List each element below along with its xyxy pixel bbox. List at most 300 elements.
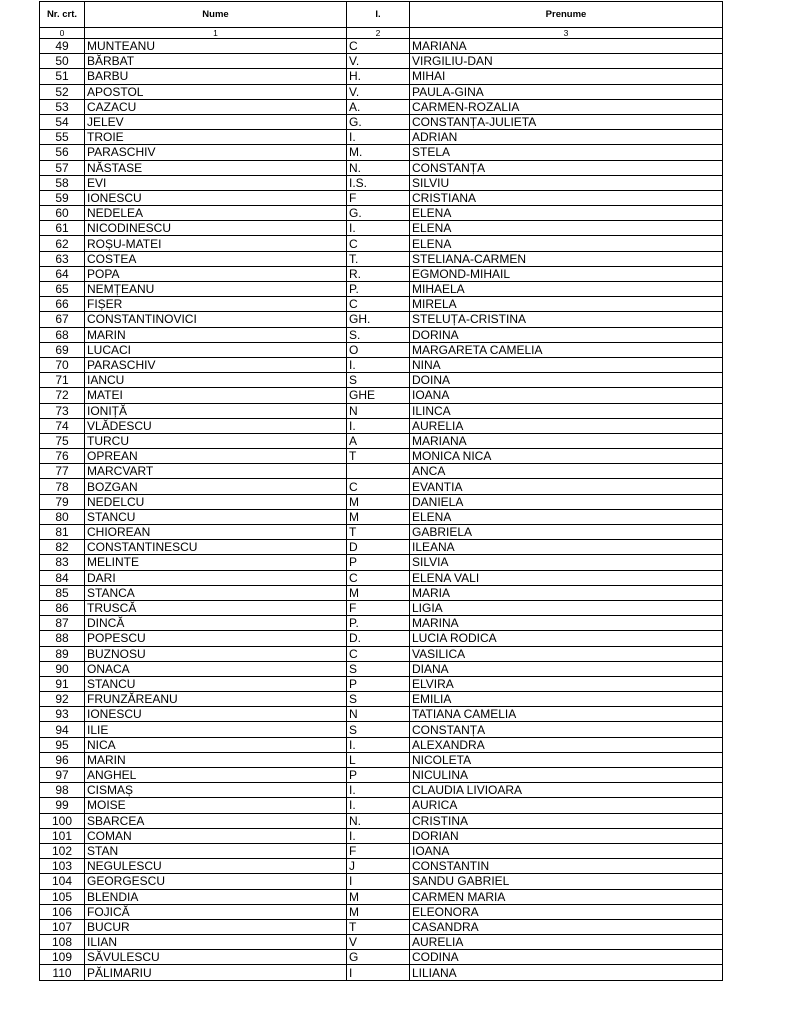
cell-nr: 57 [40,160,85,175]
cell-nr: 66 [40,297,85,312]
cell-nr: 110 [40,965,85,980]
cell-nume: STANCU [85,676,347,691]
cell-nume: NEMȚEANU [85,282,347,297]
table-row [40,39,723,54]
cell-nr: 51 [40,69,85,84]
table-row [40,327,723,342]
cell-nume: JELEV [85,114,347,129]
cell-prenume: IOANA [410,843,723,858]
cell-nume: MARIN [85,752,347,767]
cell-initiala: C [347,570,410,585]
cell-nume: MATEI [85,388,347,403]
cell-nume: DARI [85,570,347,585]
names-table [39,1,723,981]
cell-nr: 68 [40,327,85,342]
cell-initiala: S [347,722,410,737]
cell-nume: PARASCHIV [85,145,347,160]
table-row [40,221,723,236]
table-row [40,798,723,813]
cell-nume: TROIE [85,130,347,145]
cell-nume: NEGULESCU [85,859,347,874]
cell-initiala: S. [347,327,410,342]
table-row [40,737,723,752]
cell-nume: STANCA [85,585,347,600]
cell-nr: 80 [40,509,85,524]
table-row [40,600,723,615]
cell-prenume: AURELIA [410,418,723,433]
table-row [40,251,723,266]
cell-initiala: V [347,935,410,950]
cell-prenume: CLAUDIA LIVIOARA [410,783,723,798]
table-body [40,39,723,981]
table-row [40,494,723,509]
cell-nume: TURCU [85,433,347,448]
cell-nume: MARCVART [85,464,347,479]
table-row [40,388,723,403]
cell-initiala: I.S. [347,175,410,190]
cell-prenume: ILINCA [410,403,723,418]
table-row [40,540,723,555]
cell-nume: CONSTANTINESCU [85,540,347,555]
table-row [40,950,723,965]
cell-nr: 88 [40,631,85,646]
cell-nr: 77 [40,464,85,479]
cell-initiala: I. [347,828,410,843]
cell-nr: 75 [40,433,85,448]
cell-nr: 95 [40,737,85,752]
cell-nume: FOJICĂ [85,904,347,919]
cell-initiala: I. [347,737,410,752]
table-row [40,904,723,919]
column-index-row [40,28,723,39]
cell-initiala: N [347,403,410,418]
cell-prenume: IOANA [410,388,723,403]
table-row [40,555,723,570]
table-row [40,859,723,874]
cell-initiala: T [347,449,410,464]
cell-nr: 106 [40,904,85,919]
cell-nr: 67 [40,312,85,327]
cell-initiala: A [347,433,410,448]
cell-nume: FRUNZĂREANU [85,692,347,707]
cell-nume: COMAN [85,828,347,843]
cell-initiala: P [347,555,410,570]
cell-nume: DINCĂ [85,616,347,631]
table-row [40,631,723,646]
table-row [40,266,723,281]
cell-nume: POPESCU [85,631,347,646]
cell-nr: 94 [40,722,85,737]
table-row [40,692,723,707]
table-row [40,373,723,388]
table-row [40,616,723,631]
cell-nume: CAZACU [85,99,347,114]
cell-nume: GEORGESCU [85,874,347,889]
cell-nr: 87 [40,616,85,631]
cell-nr: 49 [40,39,85,54]
cell-nr: 69 [40,342,85,357]
cell-prenume: GABRIELA [410,525,723,540]
cell-nr: 86 [40,600,85,615]
cell-initiala: F [347,190,410,205]
cell-nume: ONACA [85,661,347,676]
cell-initiala: H. [347,69,410,84]
table-row [40,525,723,540]
cell-prenume: EVANTIA [410,479,723,494]
cell-initiala: S [347,373,410,388]
table-row [40,676,723,691]
cell-nume: NICODINESCU [85,221,347,236]
cell-nume: OPREAN [85,449,347,464]
table-row [40,145,723,160]
table-row [40,206,723,221]
cell-prenume: PAULA-GINA [410,84,723,99]
cell-initiala: P [347,768,410,783]
cell-initiala: J [347,859,410,874]
header-initiala: I. [347,2,410,28]
table-row [40,874,723,889]
cell-initiala: F [347,600,410,615]
table-row [40,175,723,190]
cell-prenume: ELVIRA [410,676,723,691]
cell-nr: 101 [40,828,85,843]
cell-nume: IONESCU [85,190,347,205]
cell-nr: 52 [40,84,85,99]
cell-initiala: N. [347,160,410,175]
cell-prenume: CARMEN-ROZALIA [410,99,723,114]
table-row [40,312,723,327]
cell-nr: 104 [40,874,85,889]
cell-initiala: G. [347,206,410,221]
table-row [40,84,723,99]
cell-prenume: CONSTANȚA-JULIETA [410,114,723,129]
cell-nume: TRUSCĂ [85,600,347,615]
table-row [40,342,723,357]
cell-prenume: DOINA [410,373,723,388]
cell-prenume: ANCA [410,464,723,479]
cell-initiala [347,464,410,479]
cell-initiala: P [347,676,410,691]
cell-initiala: F [347,843,410,858]
cell-prenume: MIHAELA [410,282,723,297]
table-row [40,509,723,524]
cell-nr: 50 [40,54,85,69]
cell-nume: CISMAȘ [85,783,347,798]
table-row [40,449,723,464]
cell-prenume: SILVIU [410,175,723,190]
cell-prenume: SANDU GABRIEL [410,874,723,889]
cell-nr: 91 [40,676,85,691]
cell-nr: 73 [40,403,85,418]
column-index: 2 [347,28,410,39]
table-row [40,828,723,843]
cell-prenume: CONSTANȚA [410,722,723,737]
cell-prenume: ADRIAN [410,130,723,145]
table-row [40,403,723,418]
cell-initiala: T [347,919,410,934]
cell-prenume: NICULINA [410,768,723,783]
cell-prenume: CRISTINA [410,813,723,828]
cell-nume: APOSTOL [85,84,347,99]
cell-prenume: MARIANA [410,433,723,448]
cell-nume: POPA [85,266,347,281]
cell-nr: 90 [40,661,85,676]
cell-prenume: AURELIA [410,935,723,950]
cell-initiala: P. [347,616,410,631]
cell-nr: 103 [40,859,85,874]
cell-prenume: LUCIA RODICA [410,631,723,646]
cell-prenume: SILVIA [410,555,723,570]
cell-nume: LUCACI [85,342,347,357]
cell-nr: 96 [40,752,85,767]
cell-nr: 84 [40,570,85,585]
cell-prenume: EMILIA [410,692,723,707]
header-row [40,2,723,28]
cell-initiala: T [347,525,410,540]
cell-prenume: NICOLETA [410,752,723,767]
cell-nr: 53 [40,99,85,114]
cell-initiala: V. [347,84,410,99]
cell-nume: SĂVULESCU [85,950,347,965]
table-row [40,464,723,479]
header-nume: Nume [85,2,347,28]
cell-prenume: STELIANA-CARMEN [410,251,723,266]
cell-prenume: MIHAI [410,69,723,84]
table-row [40,889,723,904]
table-row [40,585,723,600]
cell-nr: 59 [40,190,85,205]
cell-prenume: STELA [410,145,723,160]
cell-nume: BOZGAN [85,479,347,494]
cell-initiala: I. [347,130,410,145]
cell-initiala: D. [347,631,410,646]
table-row [40,813,723,828]
cell-initiala: C [347,646,410,661]
cell-nume: IONIȚĂ [85,403,347,418]
cell-nume: VLĂDESCU [85,418,347,433]
cell-prenume: LIGIA [410,600,723,615]
cell-prenume: EGMOND-MIHAIL [410,266,723,281]
cell-nr: 89 [40,646,85,661]
cell-prenume: ELENA [410,221,723,236]
cell-nr: 65 [40,282,85,297]
column-index: 0 [40,28,85,39]
cell-prenume: MARIA [410,585,723,600]
cell-prenume: DORIAN [410,828,723,843]
column-index: 1 [85,28,347,39]
table-row [40,661,723,676]
cell-nume: BUCUR [85,919,347,934]
column-index: 3 [410,28,723,39]
cell-nume: IANCU [85,373,347,388]
cell-nume: NEDELCU [85,494,347,509]
table-row [40,479,723,494]
table-row [40,236,723,251]
cell-initiala: M [347,494,410,509]
cell-nr: 63 [40,251,85,266]
cell-nume: STANCU [85,509,347,524]
cell-nr: 81 [40,525,85,540]
cell-nume: STAN [85,843,347,858]
cell-nr: 71 [40,373,85,388]
cell-prenume: ALEXANDRA [410,737,723,752]
header-nr: Nr. crt. [40,2,85,28]
cell-initiala: C [347,39,410,54]
cell-nr: 99 [40,798,85,813]
cell-nume: CONSTANTINOVICI [85,312,347,327]
table-row [40,646,723,661]
cell-prenume: CONSTANTIN [410,859,723,874]
cell-prenume: DANIELA [410,494,723,509]
cell-nume: PARASCHIV [85,357,347,372]
cell-initiala: R. [347,266,410,281]
cell-prenume: CASANDRA [410,919,723,934]
cell-prenume: NINA [410,357,723,372]
cell-nume: ILIE [85,722,347,737]
table-row [40,54,723,69]
cell-nume: ROȘU-MATEI [85,236,347,251]
cell-initiala: I. [347,783,410,798]
cell-prenume: MARIANA [410,39,723,54]
cell-nr: 98 [40,783,85,798]
table-row [40,935,723,950]
table-row [40,69,723,84]
cell-initiala: GHE [347,388,410,403]
header-prenume: Prenume [410,2,723,28]
cell-nr: 83 [40,555,85,570]
cell-nr: 102 [40,843,85,858]
cell-prenume: DORINA [410,327,723,342]
cell-initiala: M. [347,145,410,160]
cell-nume: MARIN [85,327,347,342]
cell-prenume: CARMEN MARIA [410,889,723,904]
cell-initiala: I [347,874,410,889]
table-row [40,282,723,297]
table-row [40,114,723,129]
cell-prenume: VIRGILIU-DAN [410,54,723,69]
cell-nr: 105 [40,889,85,904]
cell-prenume: MONICA NICA [410,449,723,464]
cell-nume: ILIAN [85,935,347,950]
table-row [40,190,723,205]
table-row [40,768,723,783]
cell-initiala: M [347,904,410,919]
cell-nr: 93 [40,707,85,722]
cell-nr: 60 [40,206,85,221]
cell-nr: 92 [40,692,85,707]
cell-initiala: O [347,342,410,357]
cell-initiala: I. [347,418,410,433]
cell-nume: MUNTEANU [85,39,347,54]
cell-nr: 109 [40,950,85,965]
cell-nr: 72 [40,388,85,403]
cell-initiala: G. [347,114,410,129]
cell-nr: 62 [40,236,85,251]
cell-initiala: I. [347,357,410,372]
cell-initiala: I [347,965,410,980]
cell-nr: 64 [40,266,85,281]
cell-prenume: ILEANA [410,540,723,555]
cell-initiala: I. [347,221,410,236]
table-row [40,919,723,934]
cell-nume: SBARCEA [85,813,347,828]
cell-nume: PĂLIMARIU [85,965,347,980]
cell-prenume: LILIANA [410,965,723,980]
cell-prenume: TATIANA CAMELIA [410,707,723,722]
cell-initiala: A. [347,99,410,114]
cell-prenume: CRISTIANA [410,190,723,205]
cell-initiala: GH. [347,312,410,327]
table-row [40,160,723,175]
cell-nume: COSTEA [85,251,347,266]
cell-nr: 70 [40,357,85,372]
table-row [40,707,723,722]
cell-prenume: ELENA VALI [410,570,723,585]
cell-prenume: ELENA [410,509,723,524]
cell-initiala: T. [347,251,410,266]
cell-nr: 54 [40,114,85,129]
cell-prenume: MARGARETA CAMELIA [410,342,723,357]
cell-nr: 58 [40,175,85,190]
cell-nume: NEDELEA [85,206,347,221]
cell-nume: BARBU [85,69,347,84]
cell-nume: FIȘER [85,297,347,312]
cell-initiala: D [347,540,410,555]
cell-nume: BĂRBAT [85,54,347,69]
cell-nume: BUZNOSU [85,646,347,661]
cell-nr: 97 [40,768,85,783]
cell-prenume: AURICA [410,798,723,813]
cell-nr: 79 [40,494,85,509]
cell-initiala: C [347,297,410,312]
cell-nr: 85 [40,585,85,600]
cell-prenume: MARINA [410,616,723,631]
cell-nume: IONESCU [85,707,347,722]
cell-nr: 74 [40,418,85,433]
cell-nr: 76 [40,449,85,464]
cell-prenume: ELENA [410,236,723,251]
cell-initiala: M [347,509,410,524]
table-row [40,99,723,114]
cell-nume: NICA [85,737,347,752]
table-row [40,965,723,980]
cell-initiala: I. [347,798,410,813]
cell-prenume: MIRELA [410,297,723,312]
cell-prenume: DIANA [410,661,723,676]
cell-prenume: ELENA [410,206,723,221]
cell-prenume: CODINA [410,950,723,965]
cell-initiala: N. [347,813,410,828]
table-row [40,843,723,858]
cell-nr: 107 [40,919,85,934]
table-row [40,722,723,737]
table-row [40,418,723,433]
cell-nr: 108 [40,935,85,950]
cell-initiala: P. [347,282,410,297]
cell-nume: BLENDIA [85,889,347,904]
cell-initiala: G [347,950,410,965]
cell-nume: MELINTE [85,555,347,570]
table-row [40,357,723,372]
table-row [40,783,723,798]
cell-nume: ANGHEL [85,768,347,783]
table-row [40,570,723,585]
table-row [40,130,723,145]
cell-nr: 100 [40,813,85,828]
cell-nr: 82 [40,540,85,555]
cell-nr: 55 [40,130,85,145]
cell-initiala: S [347,661,410,676]
